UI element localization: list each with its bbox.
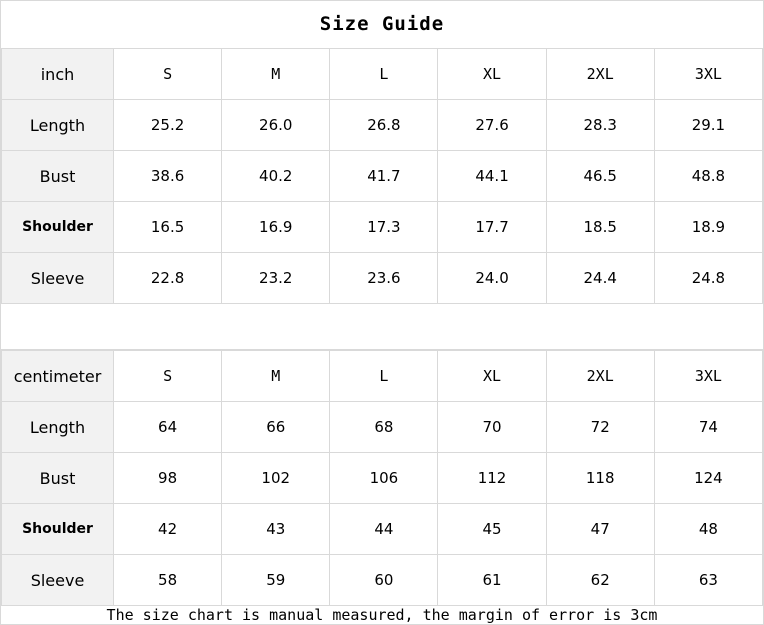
size-header-3xl: 3XL <box>654 351 762 402</box>
cell-length-s: 64 <box>114 402 222 453</box>
footer-note: The size chart is manual measured, the margin of error is 3cm <box>106 606 658 624</box>
table-row <box>2 504 763 555</box>
cell-bust-l: 41.7 <box>330 151 438 202</box>
measure-label-shoulder: Shoulder <box>2 504 114 555</box>
unit-label-inch: inch <box>2 49 114 100</box>
cell-sleeve-xl: 24.0 <box>438 253 546 304</box>
cell-shoulder-xl: 45 <box>438 504 546 555</box>
measure-label-length: Length <box>2 100 114 151</box>
cell-shoulder-s: 16.5 <box>114 202 222 253</box>
cell-length-m: 66 <box>222 402 330 453</box>
measure-label-length: Length <box>2 402 114 453</box>
size-header-l: L <box>330 351 438 402</box>
cell-shoulder-xl: 17.7 <box>438 202 546 253</box>
cell-shoulder-3xl: 48 <box>654 504 762 555</box>
cell-sleeve-2xl: 24.4 <box>546 253 654 304</box>
measure-label-shoulder: Shoulder <box>2 202 114 253</box>
unit-label-centimeter: centimeter <box>2 351 114 402</box>
size-header-xl: XL <box>438 49 546 100</box>
cell-length-2xl: 28.3 <box>546 100 654 151</box>
cell-length-s: 25.2 <box>114 100 222 151</box>
cell-bust-s: 98 <box>114 453 222 504</box>
cell-shoulder-2xl: 47 <box>546 504 654 555</box>
table-row <box>2 151 763 202</box>
cell-length-3xl: 29.1 <box>654 100 762 151</box>
table-row <box>2 453 763 504</box>
size-table-centimeter <box>1 350 763 606</box>
cell-bust-m: 40.2 <box>222 151 330 202</box>
table-header-row <box>2 49 763 100</box>
table-row <box>2 202 763 253</box>
size-header-l: L <box>330 49 438 100</box>
cell-sleeve-m: 59 <box>222 555 330 606</box>
cell-sleeve-l: 60 <box>330 555 438 606</box>
cell-bust-3xl: 48.8 <box>654 151 762 202</box>
cell-shoulder-m: 43 <box>222 504 330 555</box>
cell-bust-2xl: 118 <box>546 453 654 504</box>
cell-bust-s: 38.6 <box>114 151 222 202</box>
size-header-2xl: 2XL <box>546 49 654 100</box>
cell-sleeve-l: 23.6 <box>330 253 438 304</box>
cell-length-xl: 27.6 <box>438 100 546 151</box>
cell-shoulder-3xl: 18.9 <box>654 202 762 253</box>
size-header-xl: XL <box>438 351 546 402</box>
table-row <box>2 253 763 304</box>
cell-length-l: 68 <box>330 402 438 453</box>
measure-label-sleeve: Sleeve <box>2 555 114 606</box>
cell-sleeve-3xl: 24.8 <box>654 253 762 304</box>
cell-length-l: 26.8 <box>330 100 438 151</box>
cell-bust-2xl: 46.5 <box>546 151 654 202</box>
cell-length-m: 26.0 <box>222 100 330 151</box>
table-separator <box>1 304 763 350</box>
cell-bust-3xl: 124 <box>654 453 762 504</box>
cell-bust-xl: 112 <box>438 453 546 504</box>
size-header-m: M <box>222 351 330 402</box>
cell-shoulder-s: 42 <box>114 504 222 555</box>
cell-length-xl: 70 <box>438 402 546 453</box>
size-header-m: M <box>222 49 330 100</box>
cell-sleeve-2xl: 62 <box>546 555 654 606</box>
size-header-2xl: 2XL <box>546 351 654 402</box>
table-row <box>2 402 763 453</box>
cell-sleeve-3xl: 63 <box>654 555 762 606</box>
table-header-row <box>2 351 763 402</box>
cell-shoulder-2xl: 18.5 <box>546 202 654 253</box>
cell-sleeve-s: 22.8 <box>114 253 222 304</box>
size-table-inch <box>1 48 763 304</box>
measure-label-bust: Bust <box>2 453 114 504</box>
size-header-s: S <box>114 49 222 100</box>
cell-bust-l: 106 <box>330 453 438 504</box>
cell-bust-xl: 44.1 <box>438 151 546 202</box>
cell-sleeve-s: 58 <box>114 555 222 606</box>
cell-sleeve-xl: 61 <box>438 555 546 606</box>
cell-length-2xl: 72 <box>546 402 654 453</box>
table-row <box>2 100 763 151</box>
page-title: Size Guide <box>319 13 445 35</box>
cell-sleeve-m: 23.2 <box>222 253 330 304</box>
measure-label-bust: Bust <box>2 151 114 202</box>
cell-bust-m: 102 <box>222 453 330 504</box>
table-row <box>2 555 763 606</box>
size-header-s: S <box>114 351 222 402</box>
cell-shoulder-l: 44 <box>330 504 438 555</box>
cell-shoulder-l: 17.3 <box>330 202 438 253</box>
measure-label-sleeve: Sleeve <box>2 253 114 304</box>
size-header-3xl: 3XL <box>654 49 762 100</box>
cell-shoulder-m: 16.9 <box>222 202 330 253</box>
cell-length-3xl: 74 <box>654 402 762 453</box>
